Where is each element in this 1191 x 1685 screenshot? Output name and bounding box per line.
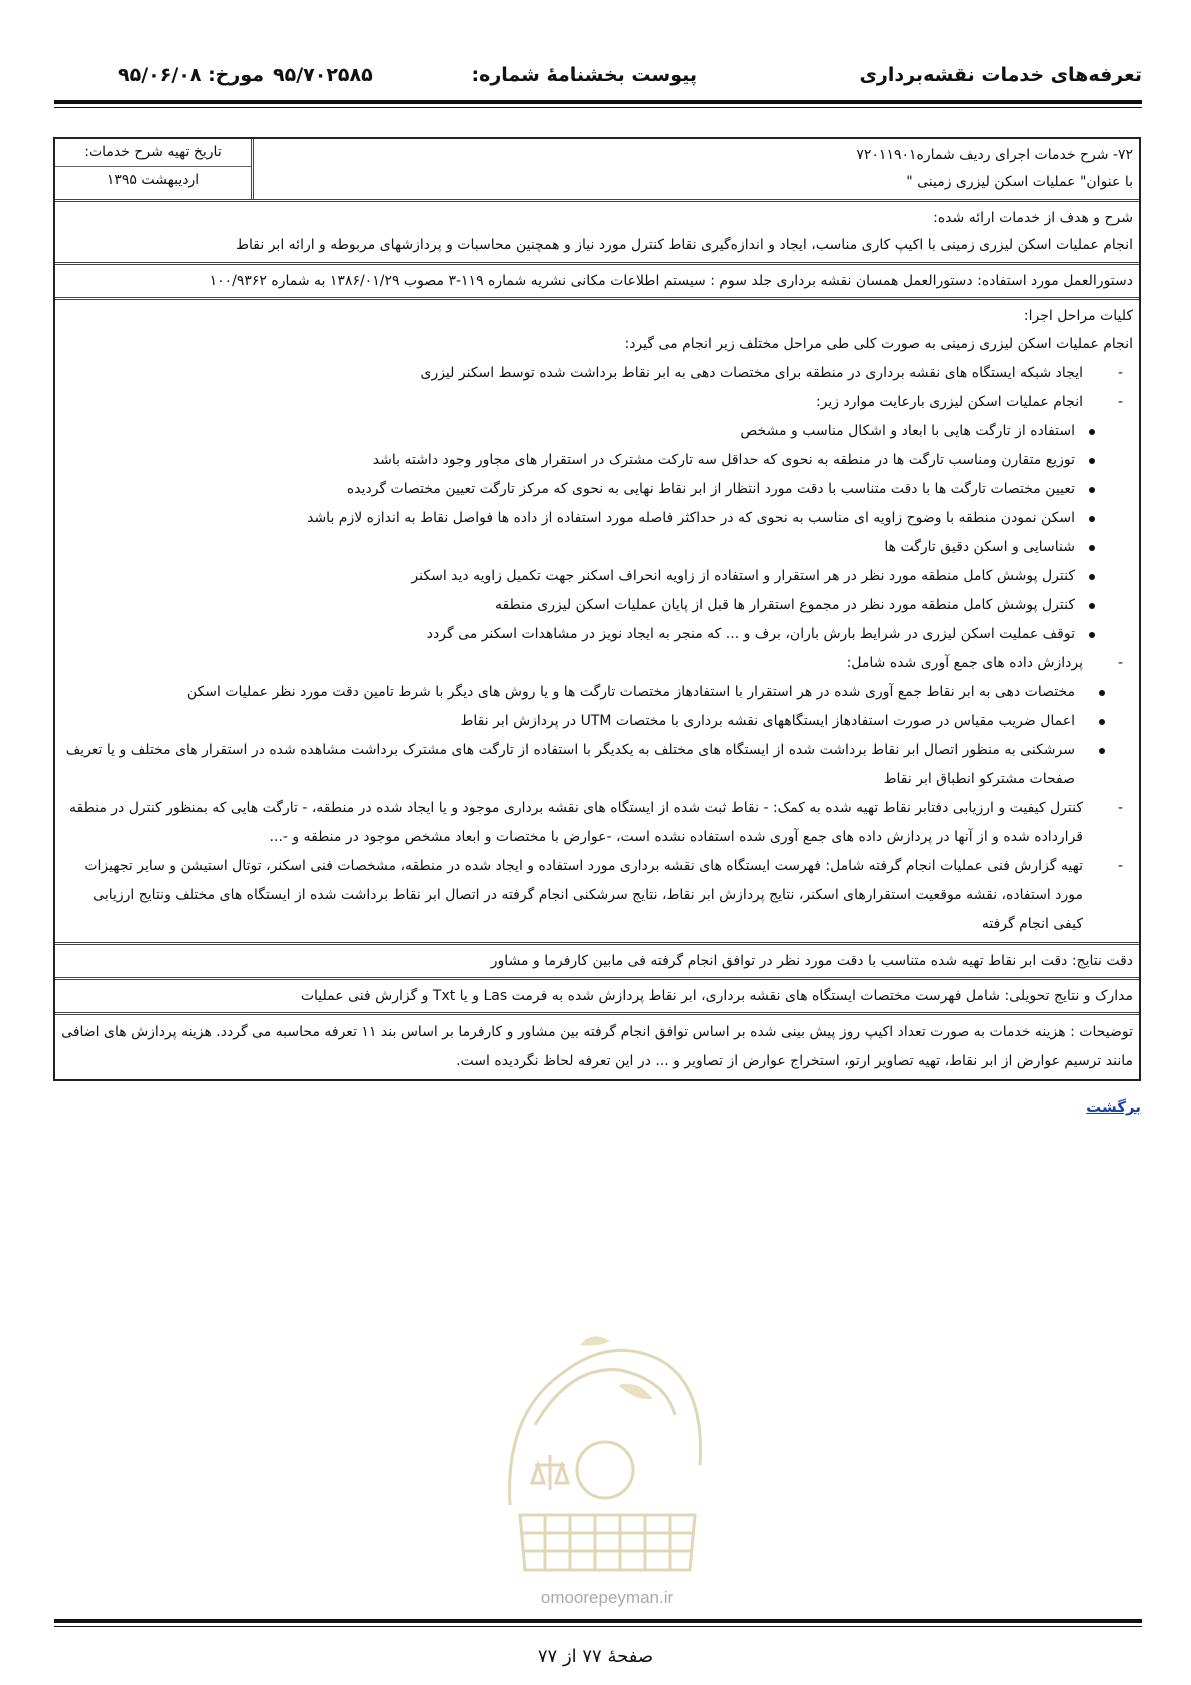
- stage-item: [61, 852, 1133, 939]
- watermark-site: omoorepeyman.ir: [540, 1588, 674, 1607]
- deliverables-row: [55, 980, 1139, 1015]
- page-number: صفحۀ ۷۷ از ۷۷: [537, 1646, 654, 1667]
- bullet-item: [61, 533, 1133, 562]
- stage-text: پردازش داده های جمع آوری شده شامل:: [846, 655, 1083, 671]
- stage-text: ایجاد شبکه ایستگاه های نقشه برداری در منطقه برای مختصات دهی به ابر نقاط برداشت شده توسط اسکنر لیزری: [420, 365, 1083, 381]
- bullet-icon: [1099, 719, 1105, 725]
- bullet-text: کنترل پوشش کامل منطقه مورد نظر در هر استقرار و استفاده از زاویه انحراف اسکنر جهت تکمیل زاویه دید اسکنر: [411, 568, 1075, 584]
- deliverables-text: مدارک و نتایج تحویلی: شامل فهرست مختصات ایستگاه های نقشه برداری، ابر نقاط پردازش شده به فرمت Las و یا Txt و گزارش فنی عملیات: [300, 988, 1133, 1004]
- accuracy-row: [55, 945, 1139, 980]
- annex-date: مورخ: ۹۵/۰۶/۰۸: [118, 64, 264, 86]
- bullet-text: توقف عملیت اسکن لیزری در شرایط بارش باران، برف و ... که منجر به ایجاد نویز در مشاهدات اسکنر می گردد: [426, 626, 1075, 642]
- stage-item: [61, 794, 1133, 852]
- bullet-text: اعمال ضریب مقیاس در صورت استفادهاز ایستگاههای نقشه برداری با مختصات UTM در پردازش ابر نقاط: [460, 713, 1075, 729]
- bullet-item: [61, 562, 1133, 591]
- notes-text: توضیحات : هزینه خدمات به صورت تعداد اکیپ روز پیش بینی شده بر اساس توافق انجام گرفته بین مشاور و کارفرما بر اساس بند ۱۱ تعرفه محاسبه می گردد. هزینه پردازش های اضافی مانند ترسیم عوارض از ابر نقاط، تهیه تصاویر ارتو، استخراج عوارض از تصاویر و ... در این تعرفه لحاظ نگردیده است.: [61, 1024, 1133, 1069]
- service-title-cell: [254, 139, 1139, 199]
- dash-marker: -: [1117, 365, 1123, 381]
- stages-intro: انجام عملیات اسکن لیزری زمینی به صورت کلی طی مراحل مختلف زیر انجام می گیرد:: [624, 336, 1133, 352]
- bullet-icon: [1089, 603, 1095, 609]
- bullet-text: مختصات دهی به ابر نقاط جمع آوری شده در هر استقرار با استفادهاز مختصات تارگت ها و یا روش های دیگر با شرط تامین دقت مورد نظر عملیات اسکن: [186, 684, 1075, 700]
- instruction-text: دستورالعمل مورد استفاده: دستورالعمل همسان نقشه برداری جلد سوم : سیستم اطلاعات مکانی نشریه شماره ۱۱۹-۳ مصوب ۱۳۸۶/۰۱/۲۹ به شماره ۱۰۰/۹۳۶۲: [209, 273, 1133, 289]
- bullet-item: [61, 417, 1133, 446]
- bullet-item: [61, 591, 1133, 620]
- stages-heading: کلیات مراحل اجرا:: [1023, 308, 1133, 324]
- description-text: انجام عملیات اسکن لیزری زمینی با اکیپ کاری مناسب، ایجاد و اندازه‌گیری نقاط کنترل مورد نیاز و همچنین محاسبات و پردازشهای مربوطه و ارائه ابر نقاط: [236, 237, 1133, 253]
- stage-item: [61, 388, 1133, 417]
- bullet-icon: [1089, 516, 1095, 522]
- bullet-icon: [1089, 429, 1095, 435]
- dash-marker: -: [1117, 394, 1123, 410]
- footer-rule-thick: [54, 1619, 1142, 1623]
- bullet-text: شناسایی و اسکن دقیق تارگت ها: [884, 539, 1075, 555]
- document-title: تعرفه‌های خدمات نقشه‌برداری: [859, 64, 1142, 86]
- back-link[interactable]: برگشت: [1086, 1098, 1141, 1116]
- omoor-peyman-logo-icon: [490, 1305, 720, 1600]
- dash-marker: -: [1117, 800, 1123, 816]
- bullet-icon: [1089, 458, 1095, 464]
- accuracy-text: دقت نتایج: دقت ابر نقاط تهیه شده متناسب با دقت مورد نظر در توافق انجام گرفته فی مابین کارفرما و مشاور: [490, 953, 1133, 969]
- bullet-text: سرشکنی به منظور اتصال ابر نقاط برداشت شده از ایستگاه های مختلف به یکدیگر با استفاده از تارگت های مشترک برداشت مشاهده شده در استقرار های مختلف و یا تعریف صفحات مشترکو انطباق ابر نقاط: [65, 742, 1075, 787]
- description-row: [55, 202, 1139, 265]
- header-rule-thick: [54, 100, 1142, 104]
- bullet-item: [61, 620, 1133, 649]
- notes-row: [55, 1015, 1139, 1079]
- bullet-item: [61, 475, 1133, 504]
- bullet-text: تعیین مختصات تارگت ها با دقت متناسب با دقت مورد انتظار از ابر نقاط نهایی به نحوی که مرکز تارگت تعیین مختصات گردیده: [346, 481, 1075, 497]
- stage-text: کنترل کیفیت و ارزیابی دفتابر نقاط تهیه شده به کمک: - نقاط ثبت شده از ایستگاه های نقشه برداری موجود و یا ایجاد شده در منطقه، - تارگت هایی که بمنظور کنترل در منطقه قرارداده شده و از آنها در پردازش داده های جمع آوری شده استفاده نشده است، -عوارض با مختصات و ابعاد مشخص موجود در منطقه و -...: [69, 800, 1083, 845]
- bullet-item: [61, 678, 1133, 707]
- stage-item: [61, 649, 1133, 678]
- service-title-row: [55, 139, 1139, 202]
- bullet-item: [61, 504, 1133, 533]
- dash-marker: -: [1117, 655, 1123, 671]
- annex-number: ۹۵/۷۰۲۵۸۵: [273, 64, 373, 86]
- description-label: شرح و هدف از خدمات ارائه شده:: [933, 210, 1133, 226]
- stage-text: انجام عملیات اسکن لیزری بارعایت موارد زیر:: [815, 394, 1083, 410]
- bullet-text: توزیع متقارن ومناسب تارگت ها در منطقه به نحوی که حداقل سه تارکت مشترک در استقرار های مجاور وجود داشته باشد: [372, 452, 1075, 468]
- bullet-icon: [1099, 690, 1105, 696]
- stages-row: [55, 300, 1139, 945]
- instruction-row: [55, 265, 1139, 300]
- bullet-icon: [1089, 574, 1095, 580]
- service-row-title: ۷۲- شرح خدمات اجرای ردیف شماره۷۲۰۱۱۹۰۱: [856, 147, 1133, 163]
- bullet-icon: [1089, 632, 1095, 638]
- service-table: [53, 137, 1141, 1081]
- bullet-text: کنترل پوشش کامل منطقه مورد نظر در مجموع استقرار ها قبل از پایان عملیات اسکن لیزری منطقه: [494, 597, 1075, 613]
- bullet-icon: [1089, 545, 1095, 551]
- dash-marker: -: [1117, 858, 1123, 874]
- bullet-text: استفاده از تارگت هایی با ابعاد و اشکال مناسب و مشخص: [740, 423, 1075, 439]
- footer-rule-thin: [54, 1626, 1142, 1627]
- annex-label: پیوست بخشنامۀ شماره:: [471, 64, 697, 86]
- bullet-item: [61, 707, 1133, 736]
- bullet-item: [61, 446, 1133, 475]
- service-date-label: تاریخ تهیه شرح خدمات:: [55, 139, 251, 167]
- service-date-cell: [55, 139, 254, 199]
- stage-text: تهیه گزارش فنی عملیات انجام گرفته شامل: فهرست ایستگاه های نقشه برداری مورد استفاده و ایجاد شده در منطقه، مشخصات فنی اسکنر، توتال استیشن و سایر تجهیزات مورد استفاده، نقشه موقعیت استقرارهای اسکنر، نتایج پردازش ابر نقاط، نتایج سرشکنی انجام گرفته در اتصال ابر نقاط برداشت شده از ایستگاه های مختلف ونتایج ارزیابی کیفی انجام گرفته: [84, 858, 1083, 932]
- service-subject: با عنوان" عملیات اسکن لیزری زمینی ": [906, 174, 1133, 190]
- stage-item: [61, 359, 1133, 388]
- bullet-icon: [1099, 748, 1105, 754]
- bullet-item: [61, 736, 1133, 794]
- bullet-text: اسکن نمودن منطقه با وضوح زاویه ای مناسب به نحوی که در حداکثر فاصله مورد استفاده از داده ها فواصل نقاط به اندازه لازم باشد: [307, 510, 1075, 526]
- bullet-icon: [1089, 487, 1095, 493]
- service-date-value: اردیبهشت ۱۳۹۵: [106, 172, 200, 188]
- header-rule-thin: [54, 107, 1142, 108]
- page-header: [118, 58, 1142, 98]
